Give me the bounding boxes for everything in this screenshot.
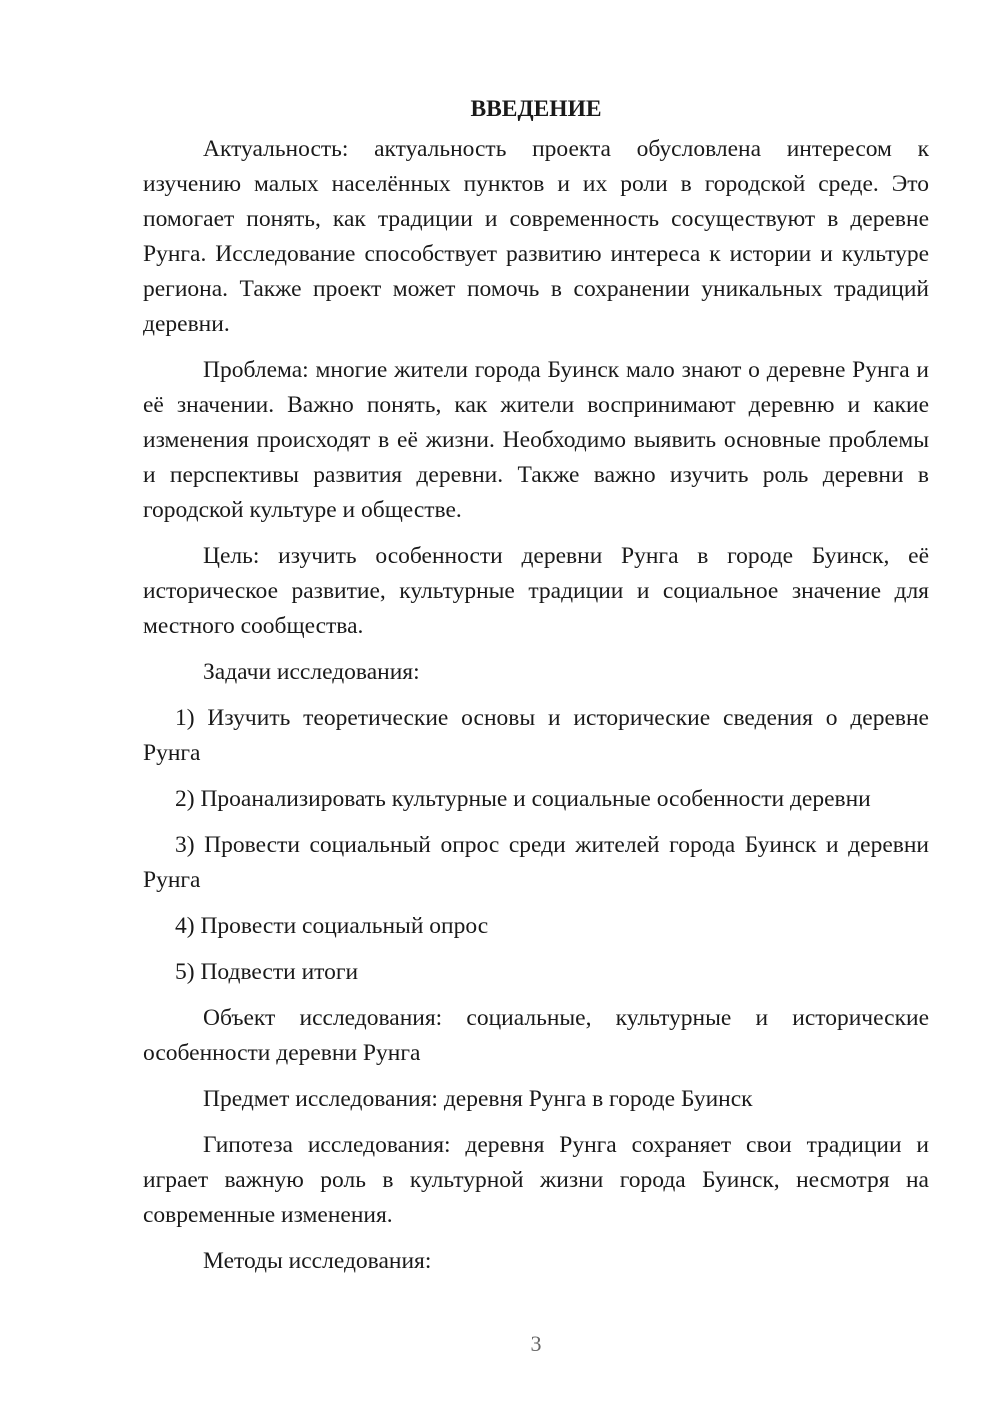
problem-paragraph: Проблема: многие жители города Буинск мало знают о деревне Рунга и её значении. Важно понять, как жители воспринимают деревню и какие изменения происходят в её жизни. Необходимо выявить основные проблемы и перспективы развития деревни. Также важно изучить роль деревни в городской культуре и обществе. bbox=[143, 357, 929, 523]
subject-paragraph: Предмет исследования: деревня Рунга в городе Буинск bbox=[203, 1086, 753, 1112]
page-number: 3 bbox=[530, 1331, 542, 1356]
methods-heading: Методы исследования: bbox=[203, 1248, 432, 1274]
task-item-4: 4) Провести социальный опрос bbox=[175, 913, 489, 939]
goal-paragraph: Цель: изучить особенности деревни Рунга в городе Буинск, её историческое развитие, культурные традиции и социальное значение для местного сообщества. bbox=[143, 543, 929, 639]
task-item-3: 3) Провести социальный опрос среди жителей города Буинск и деревни Рунга bbox=[143, 832, 929, 893]
hypothesis-paragraph: Гипотеза исследования: деревня Рунга сохраняет свои традиции и играет важную роль в культурной жизни города Буинск, несмотря на современные изменения. bbox=[143, 1132, 929, 1228]
object-paragraph: Объект исследования: социальные, культурные и исторические особенности деревни Рунга bbox=[143, 1005, 929, 1066]
task-item-1: 1) Изучить теоретические основы и исторические сведения о деревне Рунга bbox=[143, 705, 929, 766]
document-page bbox=[143, 92, 929, 1290]
task-item-2: 2) Проанализировать культурные и социальные особенности деревни bbox=[175, 786, 871, 812]
relevance-paragraph: Актуальность: актуальность проекта обусловлена интересом к изучению малых населённых пунктов и их роли в городской среде. Это помогает понять, как традиции и современность сосуществуют в деревне Рунга. Исследование способствует развитию интереса к истории и культуре региона. Также проект может помочь в сохранении уникальных традиций деревни. bbox=[143, 136, 929, 337]
task-item-5: 5) Подвести итоги bbox=[175, 959, 359, 985]
tasks-heading: Задачи исследования: bbox=[203, 659, 420, 685]
section-title: ВВЕДЕНИЕ bbox=[470, 96, 602, 122]
